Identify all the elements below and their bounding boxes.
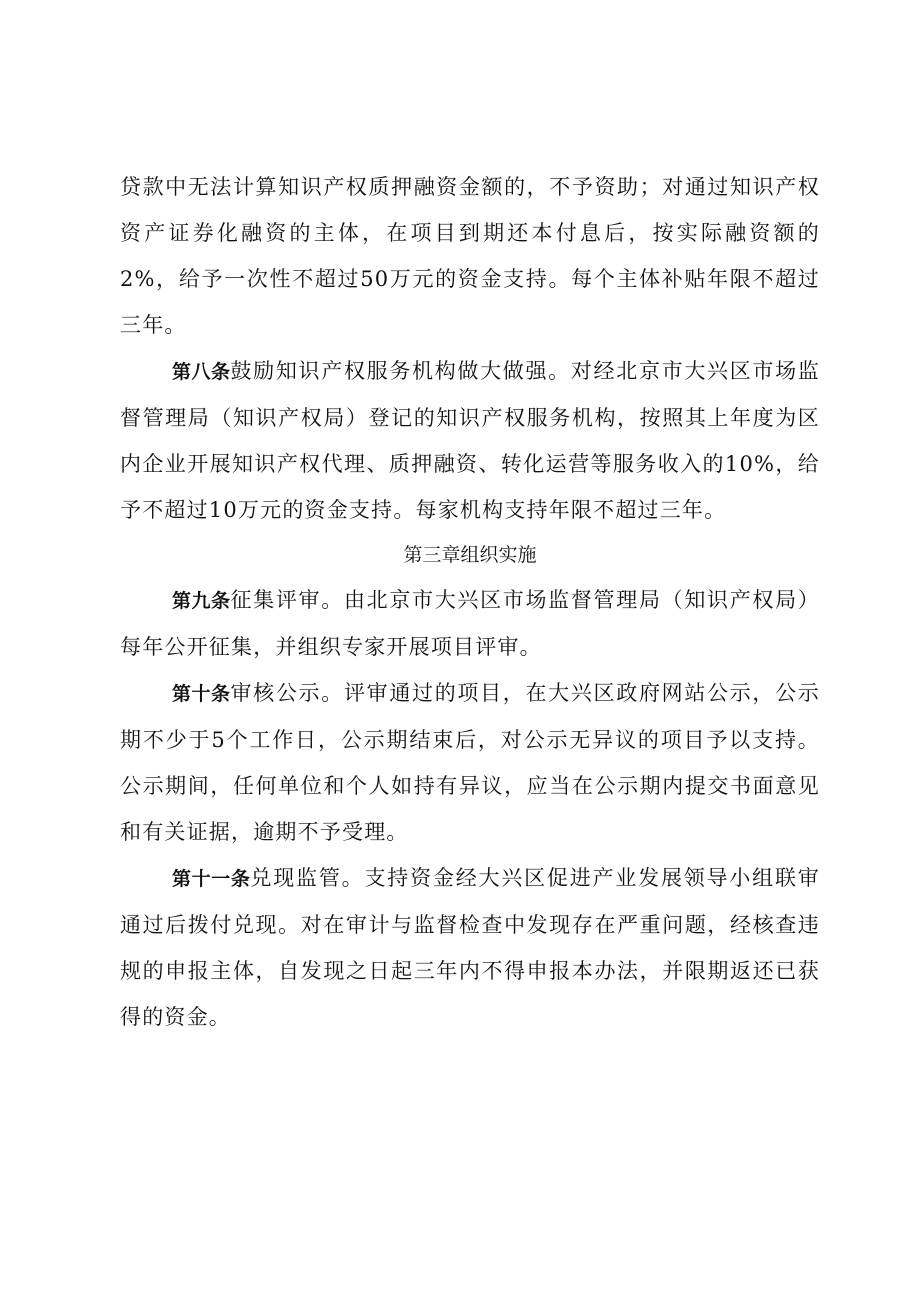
article-8 xyxy=(120,348,820,533)
article-11 xyxy=(120,855,820,1040)
article-9-text: 征集评审。由北京市大兴区市场监督管理局（知识产权局）每年公开征集，并组织专家开展项目评审。 xyxy=(120,588,820,659)
document-body xyxy=(120,164,820,1040)
article-8-text: 鼓励知识产权服务机构做大做强。对经北京市大兴区市场监督管理局（知识产权局）登记的知识产权服务机构，按照其上年度为区内企业开展知识产权代理、质押融资、转化运营等服务收入的10%，给予不超过10万元的资金支持。每家机构支持年限不超过三年。 xyxy=(120,359,820,522)
article-10-text: 审核公示。评审通过的项目，在大兴区政府网站公示，公示期不少于5个工作日，公示期结束后，对公示无异议的项目予以支持。公示期间，任何单位和个人如持有异议，应当在公示期内提交书面意见和有关证据，逾期不予受理。 xyxy=(120,681,820,844)
article-11-number: 第十一条 xyxy=(172,868,251,890)
article-9 xyxy=(120,577,820,670)
article-8-number: 第八条 xyxy=(172,361,231,383)
article-10 xyxy=(120,670,820,855)
paragraph-continuation: 贷款中无法计算知识产权质押融资金额的，不予资助；对通过知识产权资产证券化融资的主体，在项目到期还本付息后，按实际融资额的2%，给予一次性不超过50万元的资金支持。每个主体补贴年限不超过三年。 xyxy=(120,175,820,337)
article-11-text: 兑现监管。支持资金经大兴区促进产业发展领导小组联审通过后拨付兑现。对在审计与监督检查中发现存在严重问题，经核查违规的申报主体，自发现之日起三年内不得申报本办法，并限期返还已获得的资金。 xyxy=(120,866,820,1029)
chapter-3-heading: 第三章组织实施 xyxy=(403,544,537,566)
article-9-number: 第九条 xyxy=(172,590,231,612)
article-10-number: 第十条 xyxy=(172,683,231,705)
